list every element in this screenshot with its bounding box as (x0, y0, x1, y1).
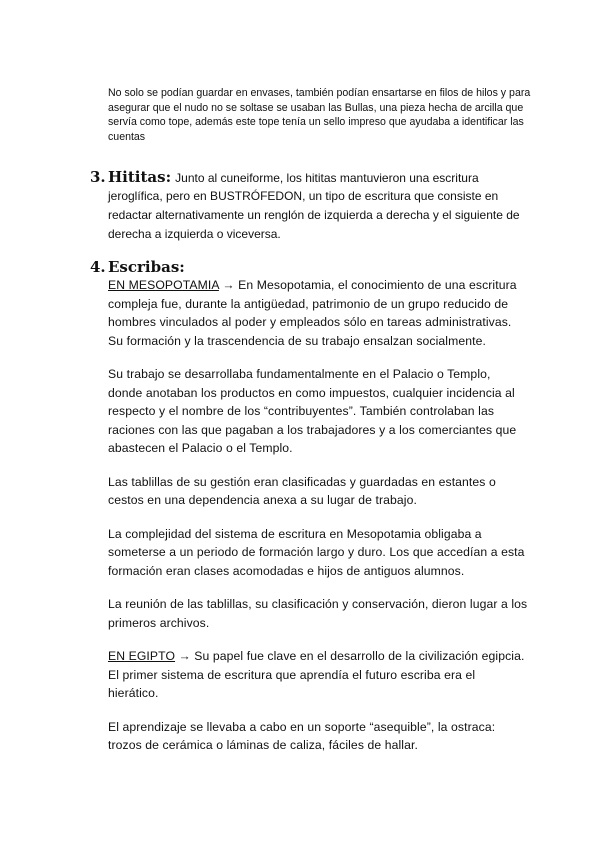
paragraph: Su trabajo se desarrollaba fundamentalmente en el Palacio o Templo, donde anotaban los productos en como impuestos, cualquier incidencia al respecto y el nombre de los “contribuyentes”. También controlaban las raciones con las que pagaban a los trabajadores y a los comerciantes que abastecen el Palacio o el Templo. (108, 367, 517, 455)
intro-paragraph: No solo se podían guardar en envases, también podían ensartarse en filos de hilos y para asegurar que el nudo no se soltase se usaban las Bullas, una pieza hecha de arcilla que servía como tope, además este tope tenía un sello impreso que ayudaba a identificar las cuentas (108, 87, 531, 143)
paragraph-mesopotamia (108, 276, 528, 350)
subheading-egipto: EN EGIPTO (108, 649, 176, 663)
paragraph-text: → Su papel fue clave en el desarrollo de la civilización egipcia. El primer sistema de escritura que aprendía el futuro escriba era el hierático. (108, 649, 525, 700)
paragraph: La complejidad del sistema de escritura en Mesopotamia obligaba a someterse a un periodo de formación largo y duro. Los que accedían a esta formación eran clases acomodadas e hijos de antiguos alumnos. (108, 526, 525, 578)
section-hititas (90, 168, 530, 244)
section-heading (90, 168, 530, 187)
section-escribas (90, 258, 530, 770)
subheading-mesopotamia: EN MESOPOTAMIA (108, 278, 219, 292)
section-title: Hititas: (108, 168, 172, 186)
section-heading (90, 258, 530, 276)
paragraph: El aprendizaje se llevaba a cabo en un soporte “asequible”, la ostraca: trozos de cerámica o láminas de caliza, fáciles de hallar. (108, 719, 496, 752)
section-number: 3. (90, 168, 106, 186)
section-lead-text: Junto al cuneiforme, los hititas mantuvieron una escritura (175, 171, 479, 185)
paragraph: Las tablillas de su gestión eran clasificadas y guardadas en estantes o cestos en una dependencia anexa a su lugar de trabajo. (108, 474, 496, 507)
section-body (108, 276, 528, 755)
paragraph-text: → En Mesopotamia, el conocimiento de una escritura compleja fue, durante la antigüedad, patrimonio de un grupo reducido de hombres vinculados al poder y empleados sólo en tareas administrativas. Su formación y la trascendencia de su trabajo ensalzan socialmente. (108, 278, 517, 348)
section-number: 4. (90, 258, 106, 276)
paragraph-egipto (108, 647, 528, 703)
paragraph: La reunión de las tablillas, su clasificación y conservación, dieron lugar a los primeros archivos. (108, 597, 528, 630)
section-title: Escribas: (108, 258, 185, 276)
section-body: jeroglífica, pero en BUSTRÓFEDON, un tipo de escritura que consiste en redactar alternativamente un renglón de izquierda a derecha y el siguiente de derecha a izquierda o viceversa. (108, 189, 520, 241)
